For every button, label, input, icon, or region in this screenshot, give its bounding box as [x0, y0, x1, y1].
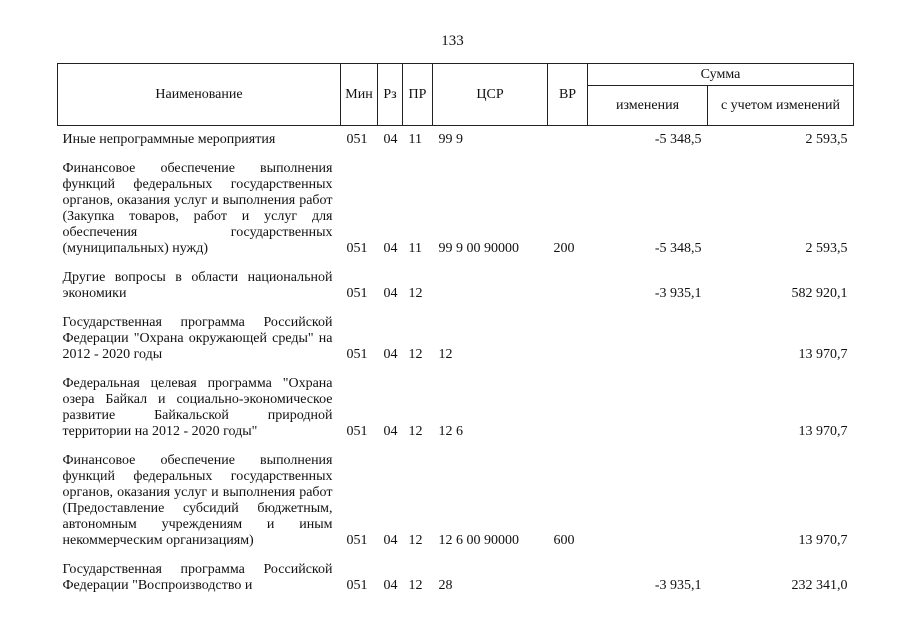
cell-min: 051	[346, 241, 368, 256]
cell-total: 582 920,1	[791, 286, 848, 301]
cell-pr: 12	[408, 578, 423, 593]
header-pr: ПР	[403, 64, 433, 126]
cell-vr	[548, 266, 588, 311]
header-csr: ЦСР	[433, 64, 548, 126]
cell-name: Финансовое обеспечение выполнения функций федеральных государственных органов, оказания услуг и выполнения работ (Предоставление субсидий бюджетным, автономным учреждениям и иным некоммерческим организациям)	[62, 453, 333, 548]
cell-name: Государственная программа Российской Федерации "Охрана окружающей среды" на 2012 - 2020 годы	[62, 315, 333, 362]
cell-csr: 99 9 00 90000	[438, 241, 519, 256]
cell-name: Федеральная целевая программа "Охрана озера Байкал и социально-экономическое развитие Байкальской природной территории на 2012 - 2020 годы"	[62, 376, 333, 439]
cell-min: 051	[346, 578, 368, 593]
cell-vr	[548, 372, 588, 449]
cell-total: 13 970,7	[798, 347, 848, 362]
table-header	[58, 64, 854, 126]
cell-pr: 12	[408, 424, 423, 439]
cell-name: Финансовое обеспечение выполнения функций федеральных государственных органов, оказания услуг и выполнения работ (Закупка товаров, работ и услуг для обеспечения государственных (муниципальных) нужд)	[62, 161, 333, 256]
cell-name: Иные непрограммные мероприятия	[62, 132, 276, 147]
cell-total: 232 341,0	[791, 578, 848, 593]
table-row	[58, 372, 854, 449]
budget-table	[57, 63, 854, 594]
cell-name: Государственная программа Российской Федерации "Воспроизводство и	[62, 562, 333, 593]
header-change: изменения	[588, 86, 708, 126]
header-with-change: с учетом изменений	[708, 86, 854, 126]
table-row	[58, 311, 854, 372]
cell-change: -3 935,1	[654, 286, 702, 301]
cell-csr: 12 6 00 90000	[438, 533, 519, 548]
cell-min: 051	[346, 347, 368, 362]
cell-total: 13 970,7	[798, 424, 848, 439]
table-row	[58, 449, 854, 558]
cell-min: 051	[346, 533, 368, 548]
cell-pr: 12	[408, 347, 423, 362]
table-body	[58, 126, 854, 595]
header-name: Наименование	[58, 64, 341, 126]
cell-vr	[548, 558, 588, 594]
header-sum: Сумма	[588, 64, 854, 86]
cell-change	[588, 311, 708, 372]
cell-rz: 04	[383, 347, 398, 362]
cell-min: 051	[346, 424, 368, 439]
cell-pr: 12	[408, 286, 423, 301]
table-row	[58, 126, 854, 158]
table-row	[58, 558, 854, 594]
cell-total: 2 593,5	[805, 241, 848, 256]
cell-csr: 99 9	[438, 132, 463, 147]
cell-csr: 12 6	[438, 424, 463, 439]
cell-rz: 04	[383, 578, 398, 593]
cell-name: Другие вопросы в области национальной экономики	[62, 270, 333, 301]
table-row	[58, 157, 854, 266]
cell-rz: 04	[383, 533, 398, 548]
page-number: 133	[441, 33, 464, 49]
cell-pr: 12	[408, 533, 423, 548]
cell-rz: 04	[383, 241, 398, 256]
cell-min: 051	[346, 286, 368, 301]
header-vr: ВР	[548, 64, 588, 126]
cell-pr: 11	[408, 241, 422, 256]
cell-csr: 28	[438, 578, 453, 593]
table-row	[58, 266, 854, 311]
cell-vr: 200	[553, 241, 575, 256]
cell-total: 2 593,5	[805, 132, 848, 147]
cell-vr	[548, 126, 588, 158]
cell-min: 051	[346, 132, 368, 147]
header-rz: Рз	[378, 64, 403, 126]
cell-change	[588, 449, 708, 558]
cell-vr	[548, 311, 588, 372]
cell-total: 13 970,7	[798, 533, 848, 548]
header-min: Мин	[341, 64, 378, 126]
cell-change: -5 348,5	[654, 132, 702, 147]
cell-change: -3 935,1	[654, 578, 702, 593]
cell-rz: 04	[383, 132, 398, 147]
cell-rz: 04	[383, 424, 398, 439]
cell-change: -5 348,5	[654, 241, 702, 256]
cell-vr: 600	[553, 533, 575, 548]
cell-pr: 11	[408, 132, 422, 147]
cell-change	[588, 372, 708, 449]
cell-csr	[433, 266, 548, 311]
cell-rz: 04	[383, 286, 398, 301]
cell-csr: 12	[438, 347, 453, 362]
